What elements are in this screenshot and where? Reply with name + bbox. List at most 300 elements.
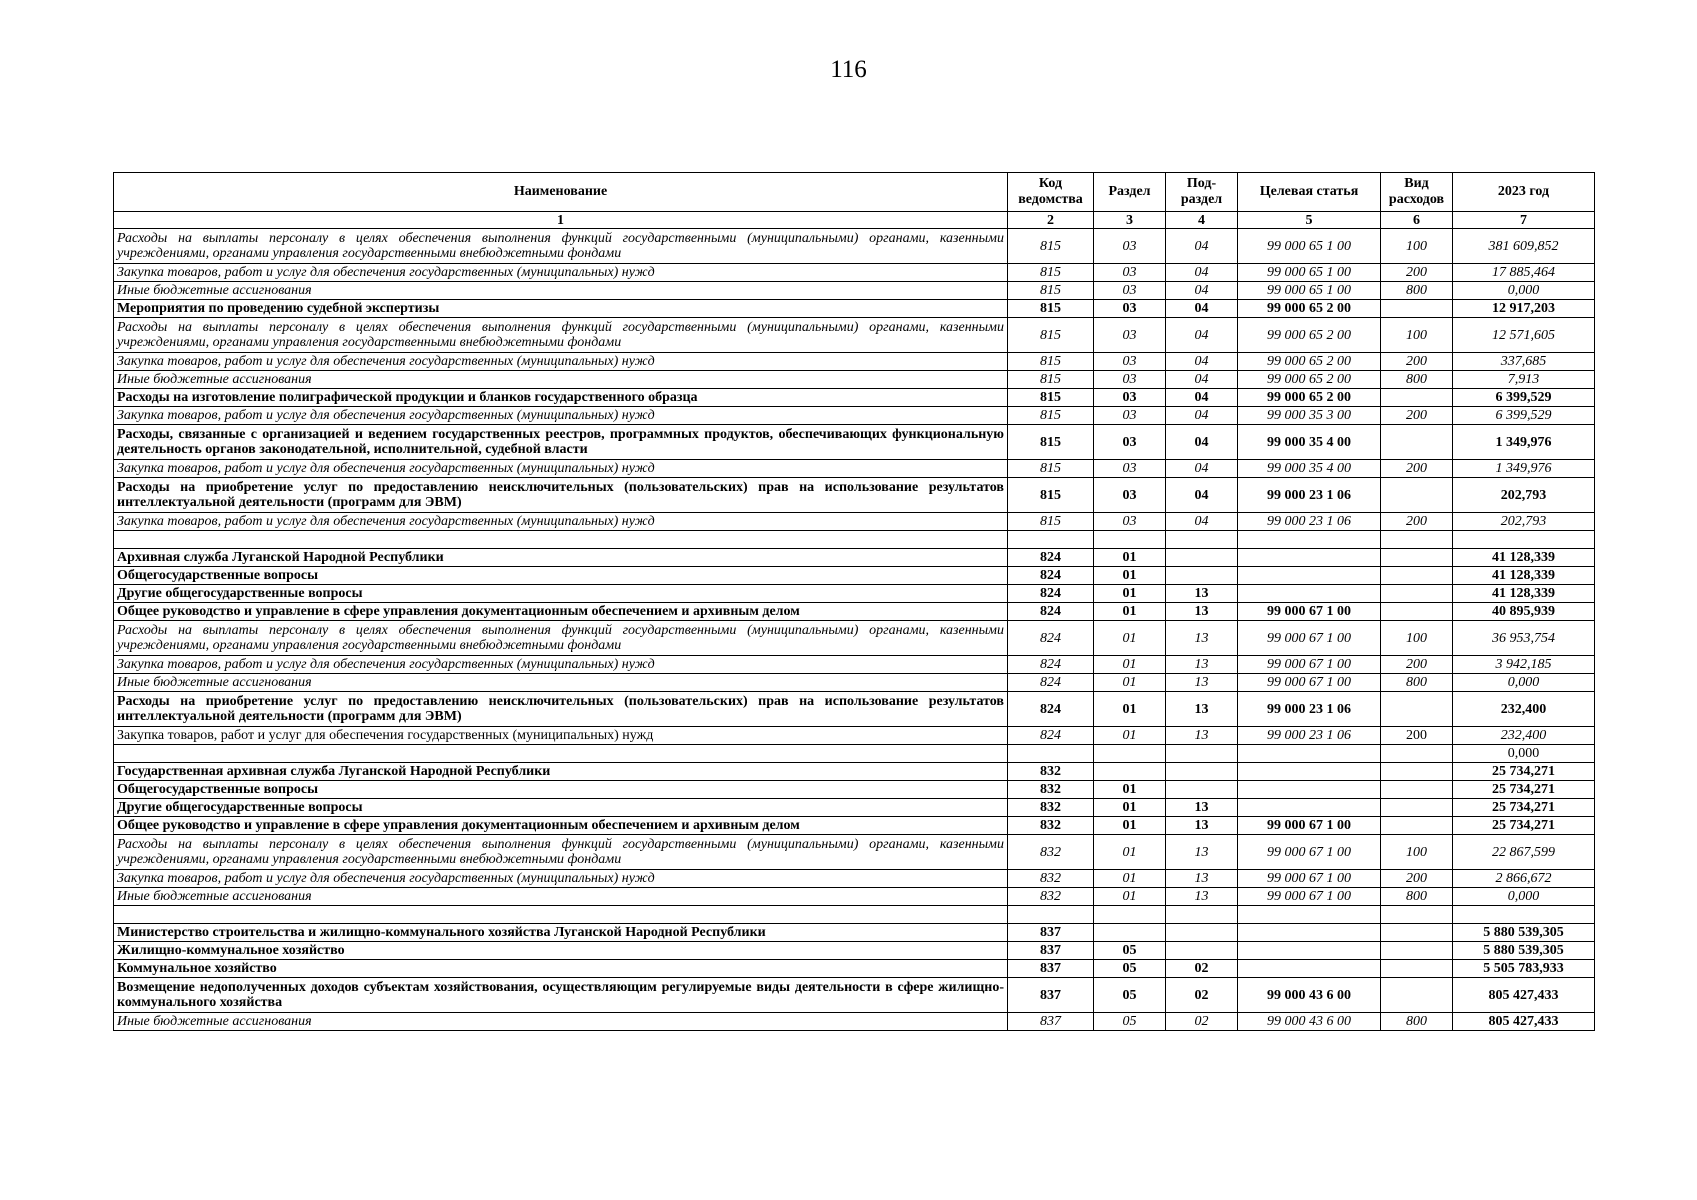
row-amount: 41 128,339: [1453, 549, 1595, 567]
row-name: Расходы на изготовление полиграфической продукции и бланков государственного образца: [114, 389, 1008, 407]
row-target-item: [1238, 531, 1381, 549]
row-subsection: 04: [1166, 389, 1238, 407]
row-dept-code: 832: [1008, 799, 1094, 817]
row-expense-type: [1381, 603, 1453, 621]
row-expense-type: 800: [1381, 674, 1453, 692]
row-section: 01: [1094, 549, 1166, 567]
row-name: Другие общегосударственные вопросы: [114, 799, 1008, 817]
row-amount: 805 427,433: [1453, 978, 1595, 1013]
row-target-item: 99 000 43 6 00: [1238, 1013, 1381, 1031]
row-amount: 5 880 539,305: [1453, 924, 1595, 942]
row-expense-type: [1381, 389, 1453, 407]
table-row: [114, 817, 1595, 835]
row-section: 01: [1094, 870, 1166, 888]
row-section: 01: [1094, 799, 1166, 817]
row-amount: 232,400: [1453, 692, 1595, 727]
row-expense-type: 100: [1381, 621, 1453, 656]
row-subsection: 04: [1166, 425, 1238, 460]
table-row: [114, 513, 1595, 531]
row-name: [114, 745, 1008, 763]
table-row: [114, 799, 1595, 817]
row-name: Иные бюджетные ассигнования: [114, 888, 1008, 906]
row-name: Расходы на приобретение услуг по предоставлению неисключительных (пользовательских) прав на использование результатов интеллектуальной деятельности (программ для ЭВМ): [114, 478, 1008, 513]
row-subsection: 02: [1166, 1013, 1238, 1031]
row-amount: 41 128,339: [1453, 567, 1595, 585]
row-name: Жилищно-коммунальное хозяйство: [114, 942, 1008, 960]
table-row: [114, 549, 1595, 567]
row-dept-code: [1008, 906, 1094, 924]
row-name: Общегосударственные вопросы: [114, 567, 1008, 585]
row-section: [1094, 924, 1166, 942]
table-row: [114, 264, 1595, 282]
row-section: 01: [1094, 817, 1166, 835]
row-subsection: [1166, 549, 1238, 567]
table-row: [114, 389, 1595, 407]
row-expense-type: [1381, 567, 1453, 585]
table-row: [114, 318, 1595, 353]
row-dept-code: 837: [1008, 978, 1094, 1013]
row-subsection: 02: [1166, 960, 1238, 978]
row-target-item: [1238, 745, 1381, 763]
row-amount: 0,000: [1453, 282, 1595, 300]
row-section: 03: [1094, 229, 1166, 264]
row-amount: 381 609,852: [1453, 229, 1595, 264]
row-dept-code: 815: [1008, 229, 1094, 264]
table-body: [114, 229, 1595, 1031]
row-amount: 7,913: [1453, 371, 1595, 389]
row-name: Архивная служба Луганской Народной Республики: [114, 549, 1008, 567]
row-target-item: [1238, 942, 1381, 960]
table-row: [114, 960, 1595, 978]
row-expense-type: 200: [1381, 870, 1453, 888]
row-dept-code: 837: [1008, 1013, 1094, 1031]
row-section: 03: [1094, 425, 1166, 460]
table-row: [114, 567, 1595, 585]
row-expense-type: [1381, 300, 1453, 318]
row-expense-type: 800: [1381, 282, 1453, 300]
row-target-item: 99 000 65 2 00: [1238, 371, 1381, 389]
row-subsection: 04: [1166, 460, 1238, 478]
row-expense-type: [1381, 531, 1453, 549]
table-row: [114, 1013, 1595, 1031]
table-row: [114, 835, 1595, 870]
row-expense-type: [1381, 817, 1453, 835]
table-row: [114, 425, 1595, 460]
row-subsection: 04: [1166, 282, 1238, 300]
row-amount: 232,400: [1453, 727, 1595, 745]
row-name: Общее руководство и управление в сфере управления документационным обеспечением и архивным делом: [114, 817, 1008, 835]
row-expense-type: [1381, 478, 1453, 513]
row-dept-code: 824: [1008, 692, 1094, 727]
header-year: 2023 год: [1453, 173, 1595, 212]
row-subsection: 04: [1166, 353, 1238, 371]
row-name: Министерство строительства и жилищно-коммунального хозяйства Луганской Народной Республики: [114, 924, 1008, 942]
row-section: 03: [1094, 389, 1166, 407]
row-dept-code: 832: [1008, 870, 1094, 888]
row-target-item: [1238, 585, 1381, 603]
table-row: [114, 478, 1595, 513]
row-target-item: 99 000 67 1 00: [1238, 835, 1381, 870]
col-number: 4: [1166, 212, 1238, 229]
row-target-item: [1238, 924, 1381, 942]
row-amount: [1453, 906, 1595, 924]
table-row: [114, 656, 1595, 674]
table-row: [114, 763, 1595, 781]
row-section: 01: [1094, 656, 1166, 674]
header-expense-type: Вид расходов: [1381, 173, 1453, 212]
row-amount: 0,000: [1453, 745, 1595, 763]
row-dept-code: 824: [1008, 549, 1094, 567]
row-section: 05: [1094, 978, 1166, 1013]
row-target-item: 99 000 23 1 06: [1238, 513, 1381, 531]
row-section: 01: [1094, 727, 1166, 745]
page-number: 116: [830, 56, 867, 83]
header-subsection: Под-раздел: [1166, 173, 1238, 212]
row-dept-code: 824: [1008, 656, 1094, 674]
row-target-item: 99 000 65 1 00: [1238, 282, 1381, 300]
row-target-item: 99 000 35 4 00: [1238, 425, 1381, 460]
row-target-item: 99 000 67 1 00: [1238, 888, 1381, 906]
row-section: [1094, 906, 1166, 924]
row-name: Закупка товаров, работ и услуг для обеспечения государственных (муниципальных) нужд: [114, 407, 1008, 425]
col-number: 5: [1238, 212, 1381, 229]
row-dept-code: 824: [1008, 603, 1094, 621]
row-expense-type: [1381, 781, 1453, 799]
row-subsection: 02: [1166, 978, 1238, 1013]
row-dept-code: 815: [1008, 264, 1094, 282]
table-row: [114, 460, 1595, 478]
row-subsection: 13: [1166, 799, 1238, 817]
row-amount: 40 895,939: [1453, 603, 1595, 621]
row-name: Закупка товаров, работ и услуг для обеспечения государственных (муниципальных) нужд: [114, 353, 1008, 371]
row-subsection: 13: [1166, 727, 1238, 745]
row-target-item: 99 000 65 2 00: [1238, 318, 1381, 353]
table-row: [114, 531, 1595, 549]
row-expense-type: [1381, 425, 1453, 460]
row-subsection: 13: [1166, 656, 1238, 674]
row-dept-code: 837: [1008, 942, 1094, 960]
row-subsection: 13: [1166, 585, 1238, 603]
row-expense-type: [1381, 585, 1453, 603]
row-expense-type: 200: [1381, 407, 1453, 425]
row-section: 01: [1094, 781, 1166, 799]
table-row: [114, 924, 1595, 942]
row-section: 01: [1094, 567, 1166, 585]
header-target: Целевая статья: [1238, 173, 1381, 212]
row-amount: 25 734,271: [1453, 763, 1595, 781]
row-name: Расходы на приобретение услуг по предоставлению неисключительных (пользовательских) прав на использование результатов интеллектуальной деятельности (программ для ЭВМ): [114, 692, 1008, 727]
row-amount: 337,685: [1453, 353, 1595, 371]
row-subsection: 13: [1166, 870, 1238, 888]
row-target-item: 99 000 23 1 06: [1238, 727, 1381, 745]
row-amount: 12 571,605: [1453, 318, 1595, 353]
row-subsection: 04: [1166, 513, 1238, 531]
row-name: Расходы на выплаты персоналу в целях обеспечения выполнения функций государственными (муниципальными) органами, казенными учреждениями, органами управления государственными внебюджетными фондами: [114, 318, 1008, 353]
row-section: 03: [1094, 264, 1166, 282]
row-dept-code: [1008, 745, 1094, 763]
row-dept-code: 837: [1008, 924, 1094, 942]
row-amount: 25 734,271: [1453, 817, 1595, 835]
row-section: 01: [1094, 585, 1166, 603]
table-row: [114, 727, 1595, 745]
row-name: Закупка товаров, работ и услуг для обеспечения государственных (муниципальных) нужд: [114, 727, 1008, 745]
header-name: Наименование: [114, 173, 1008, 212]
row-section: 03: [1094, 460, 1166, 478]
row-subsection: 13: [1166, 603, 1238, 621]
row-section: 01: [1094, 674, 1166, 692]
row-dept-code: 824: [1008, 621, 1094, 656]
row-amount: 5 505 783,933: [1453, 960, 1595, 978]
row-name: Государственная архивная служба Луганской Народной Республики: [114, 763, 1008, 781]
row-amount: 1 349,976: [1453, 460, 1595, 478]
row-dept-code: 815: [1008, 513, 1094, 531]
row-dept-code: 832: [1008, 888, 1094, 906]
row-target-item: 99 000 67 1 00: [1238, 870, 1381, 888]
col-number: 3: [1094, 212, 1166, 229]
row-subsection: 13: [1166, 621, 1238, 656]
row-subsection: 04: [1166, 229, 1238, 264]
row-expense-type: [1381, 763, 1453, 781]
row-dept-code: 824: [1008, 567, 1094, 585]
row-name: Закупка товаров, работ и услуг для обеспечения государственных (муниципальных) нужд: [114, 870, 1008, 888]
row-amount: 0,000: [1453, 674, 1595, 692]
row-expense-type: 100: [1381, 229, 1453, 264]
row-section: 03: [1094, 407, 1166, 425]
row-expense-type: [1381, 960, 1453, 978]
column-number-row: [114, 212, 1595, 229]
row-target-item: 99 000 23 1 06: [1238, 478, 1381, 513]
row-expense-type: 200: [1381, 513, 1453, 531]
row-section: 01: [1094, 888, 1166, 906]
row-name: Другие общегосударственные вопросы: [114, 585, 1008, 603]
row-target-item: 99 000 65 2 00: [1238, 300, 1381, 318]
row-subsection: [1166, 567, 1238, 585]
row-amount: 1 349,976: [1453, 425, 1595, 460]
row-target-item: [1238, 549, 1381, 567]
row-expense-type: 800: [1381, 888, 1453, 906]
row-subsection: [1166, 531, 1238, 549]
row-expense-type: 200: [1381, 727, 1453, 745]
row-amount: 25 734,271: [1453, 781, 1595, 799]
table-row: [114, 692, 1595, 727]
row-amount: 6 399,529: [1453, 389, 1595, 407]
row-amount: 202,793: [1453, 478, 1595, 513]
table-row: [114, 906, 1595, 924]
row-subsection: [1166, 942, 1238, 960]
row-amount: 36 953,754: [1453, 621, 1595, 656]
row-subsection: 04: [1166, 300, 1238, 318]
row-target-item: [1238, 567, 1381, 585]
row-dept-code: 815: [1008, 282, 1094, 300]
row-expense-type: 200: [1381, 460, 1453, 478]
table-row: [114, 300, 1595, 318]
row-subsection: 04: [1166, 318, 1238, 353]
row-name: Расходы на выплаты персоналу в целях обеспечения выполнения функций государственными (муниципальными) органами, казенными учреждениями, органами управления государственными внебюджетными фондами: [114, 621, 1008, 656]
row-dept-code: 815: [1008, 478, 1094, 513]
row-target-item: 99 000 65 1 00: [1238, 229, 1381, 264]
row-expense-type: 200: [1381, 353, 1453, 371]
row-amount: 17 885,464: [1453, 264, 1595, 282]
col-number: 6: [1381, 212, 1453, 229]
table-row: [114, 603, 1595, 621]
row-subsection: [1166, 781, 1238, 799]
row-dept-code: 824: [1008, 674, 1094, 692]
row-dept-code: 815: [1008, 371, 1094, 389]
row-name: [114, 906, 1008, 924]
row-subsection: 04: [1166, 478, 1238, 513]
row-amount: 6 399,529: [1453, 407, 1595, 425]
row-target-item: 99 000 35 4 00: [1238, 460, 1381, 478]
row-expense-type: [1381, 906, 1453, 924]
row-dept-code: 815: [1008, 425, 1094, 460]
row-expense-type: 200: [1381, 264, 1453, 282]
row-dept-code: 832: [1008, 835, 1094, 870]
row-subsection: 04: [1166, 407, 1238, 425]
row-subsection: [1166, 924, 1238, 942]
row-target-item: 99 000 35 3 00: [1238, 407, 1381, 425]
row-name: Расходы на выплаты персоналу в целях обеспечения выполнения функций государственными (муниципальными) органами, казенными учреждениями, органами управления государственными внебюджетными фондами: [114, 835, 1008, 870]
row-subsection: 04: [1166, 264, 1238, 282]
table-row: [114, 621, 1595, 656]
row-name: Закупка товаров, работ и услуг для обеспечения государственных (муниципальных) нужд: [114, 264, 1008, 282]
row-dept-code: 832: [1008, 781, 1094, 799]
header-dept: Код ведомства: [1008, 173, 1094, 212]
col-number: 1: [114, 212, 1008, 229]
row-amount: 3 942,185: [1453, 656, 1595, 674]
row-amount: 805 427,433: [1453, 1013, 1595, 1031]
header-section: Раздел: [1094, 173, 1166, 212]
row-dept-code: 815: [1008, 407, 1094, 425]
row-target-item: [1238, 960, 1381, 978]
row-target-item: [1238, 763, 1381, 781]
row-dept-code: 815: [1008, 318, 1094, 353]
row-expense-type: [1381, 978, 1453, 1013]
row-name: Возмещение недополученных доходов субъектам хозяйствования, осуществляющим регулируемые виды деятельности в сфере жилищно-коммунального хозяйства: [114, 978, 1008, 1013]
row-dept-code: 815: [1008, 460, 1094, 478]
row-section: 03: [1094, 282, 1166, 300]
row-dept-code: 815: [1008, 300, 1094, 318]
table-row: [114, 371, 1595, 389]
row-target-item: 99 000 67 1 00: [1238, 656, 1381, 674]
row-name: Общегосударственные вопросы: [114, 781, 1008, 799]
table-row: [114, 353, 1595, 371]
row-expense-type: 100: [1381, 835, 1453, 870]
row-subsection: 13: [1166, 888, 1238, 906]
row-name: Закупка товаров, работ и услуг для обеспечения государственных (муниципальных) нужд: [114, 656, 1008, 674]
header-row: [114, 173, 1595, 212]
row-amount: 22 867,599: [1453, 835, 1595, 870]
row-amount: 5 880 539,305: [1453, 942, 1595, 960]
row-target-item: [1238, 781, 1381, 799]
row-target-item: 99 000 65 1 00: [1238, 264, 1381, 282]
table-row: [114, 585, 1595, 603]
col-number: 7: [1453, 212, 1595, 229]
table-row: [114, 282, 1595, 300]
row-name: Иные бюджетные ассигнования: [114, 371, 1008, 389]
row-expense-type: [1381, 692, 1453, 727]
row-expense-type: 200: [1381, 656, 1453, 674]
row-expense-type: 800: [1381, 371, 1453, 389]
row-section: 01: [1094, 621, 1166, 656]
row-section: [1094, 745, 1166, 763]
row-section: 03: [1094, 478, 1166, 513]
row-dept-code: 832: [1008, 817, 1094, 835]
row-subsection: 13: [1166, 817, 1238, 835]
row-target-item: 99 000 43 6 00: [1238, 978, 1381, 1013]
row-name: Иные бюджетные ассигнования: [114, 1013, 1008, 1031]
row-section: 03: [1094, 371, 1166, 389]
row-subsection: 04: [1166, 371, 1238, 389]
row-target-item: [1238, 906, 1381, 924]
row-target-item: 99 000 67 1 00: [1238, 603, 1381, 621]
row-amount: 2 866,672: [1453, 870, 1595, 888]
col-number: 2: [1008, 212, 1094, 229]
row-expense-type: [1381, 549, 1453, 567]
table-row: [114, 745, 1595, 763]
table-row: [114, 978, 1595, 1013]
row-section: 03: [1094, 300, 1166, 318]
table-row: [114, 888, 1595, 906]
row-subsection: 13: [1166, 835, 1238, 870]
row-subsection: [1166, 745, 1238, 763]
row-section: 05: [1094, 1013, 1166, 1031]
row-expense-type: 100: [1381, 318, 1453, 353]
table-row: [114, 781, 1595, 799]
row-amount: 12 917,203: [1453, 300, 1595, 318]
row-name: [114, 531, 1008, 549]
table-row: [114, 674, 1595, 692]
row-section: 03: [1094, 513, 1166, 531]
row-target-item: 99 000 65 2 00: [1238, 353, 1381, 371]
row-dept-code: 815: [1008, 389, 1094, 407]
row-name: Расходы на выплаты персоналу в целях обеспечения выполнения функций государственными (муниципальными) органами, казенными учреждениями, органами управления государственными внебюджетными фондами: [114, 229, 1008, 264]
table-row: [114, 229, 1595, 264]
row-section: 01: [1094, 835, 1166, 870]
row-name: Общее руководство и управление в сфере управления документационным обеспечением и архивным делом: [114, 603, 1008, 621]
row-dept-code: 824: [1008, 585, 1094, 603]
row-target-item: 99 000 23 1 06: [1238, 692, 1381, 727]
row-amount: 25 734,271: [1453, 799, 1595, 817]
row-section: [1094, 531, 1166, 549]
row-name: Иные бюджетные ассигнования: [114, 674, 1008, 692]
row-name: Мероприятия по проведению судебной экспертизы: [114, 300, 1008, 318]
row-section: 03: [1094, 353, 1166, 371]
row-amount: 202,793: [1453, 513, 1595, 531]
row-name: Иные бюджетные ассигнования: [114, 282, 1008, 300]
row-dept-code: 832: [1008, 763, 1094, 781]
row-name: Расходы, связанные с организацией и ведением государственных реестров, программных продуктов, обеспечивающих функциональную деятельность органов законодательной, исполнительной, судебной власти: [114, 425, 1008, 460]
row-section: 03: [1094, 318, 1166, 353]
row-dept-code: [1008, 531, 1094, 549]
row-name: Закупка товаров, работ и услуг для обеспечения государственных (муниципальных) нужд: [114, 513, 1008, 531]
row-subsection: 13: [1166, 674, 1238, 692]
row-amount: 41 128,339: [1453, 585, 1595, 603]
row-target-item: 99 000 65 2 00: [1238, 389, 1381, 407]
row-amount: [1453, 531, 1595, 549]
row-subsection: [1166, 763, 1238, 781]
row-target-item: 99 000 67 1 00: [1238, 621, 1381, 656]
row-section: 05: [1094, 960, 1166, 978]
row-amount: 0,000: [1453, 888, 1595, 906]
table-row: [114, 407, 1595, 425]
row-section: [1094, 763, 1166, 781]
table-row: [114, 870, 1595, 888]
row-expense-type: [1381, 799, 1453, 817]
row-target-item: [1238, 799, 1381, 817]
budget-table: [113, 172, 1595, 1031]
row-section: 01: [1094, 692, 1166, 727]
table-row: [114, 942, 1595, 960]
